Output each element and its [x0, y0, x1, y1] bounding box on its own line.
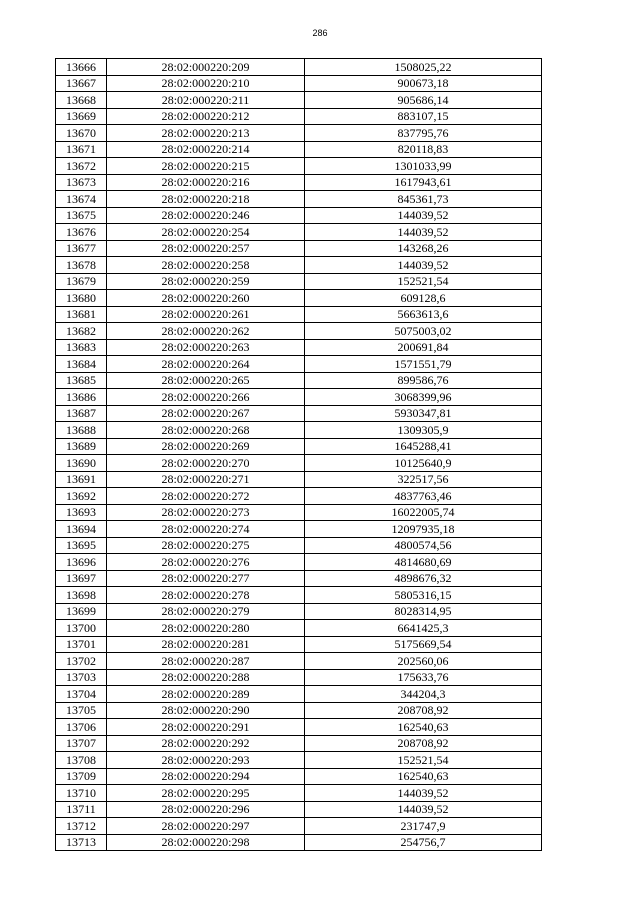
row-number-cell: 13676 — [56, 224, 107, 241]
row-number-cell: 13686 — [56, 389, 107, 406]
table-row — [56, 92, 542, 109]
table-row — [56, 306, 542, 323]
cadastral-value-cell: 5075003,02 — [305, 323, 542, 340]
row-number-cell: 13705 — [56, 702, 107, 719]
table-row — [56, 422, 542, 439]
cadastral-number-cell: 28:02:000220:298 — [107, 834, 305, 851]
cadastral-number-cell: 28:02:000220:262 — [107, 323, 305, 340]
cadastral-number-cell: 28:02:000220:273 — [107, 504, 305, 521]
cadastral-value-cell: 144039,52 — [305, 257, 542, 274]
row-number-cell: 13704 — [56, 686, 107, 703]
cadastral-value-cell: 4800574,56 — [305, 537, 542, 554]
cadastral-number-cell: 28:02:000220:269 — [107, 438, 305, 455]
cadastral-value-cell: 899586,76 — [305, 372, 542, 389]
table-row — [56, 59, 542, 76]
row-number-cell: 13694 — [56, 521, 107, 538]
cadastral-value-cell: 905686,14 — [305, 92, 542, 109]
row-number-cell: 13668 — [56, 92, 107, 109]
table-row — [56, 158, 542, 175]
cadastral-number-cell: 28:02:000220:292 — [107, 735, 305, 752]
cadastral-value-cell: 254756,7 — [305, 834, 542, 851]
cadastral-number-cell: 28:02:000220:213 — [107, 125, 305, 142]
table-row — [56, 554, 542, 571]
cadastral-number-cell: 28:02:000220:267 — [107, 405, 305, 422]
row-number-cell: 13670 — [56, 125, 107, 142]
cadastral-number-cell: 28:02:000220:268 — [107, 422, 305, 439]
cadastral-value-cell: 837795,76 — [305, 125, 542, 142]
table-body — [56, 59, 542, 851]
cadastral-number-cell: 28:02:000220:281 — [107, 636, 305, 653]
row-number-cell: 13683 — [56, 339, 107, 356]
row-number-cell: 13706 — [56, 719, 107, 736]
row-number-cell: 13707 — [56, 735, 107, 752]
cadastral-value-cell: 1571551,79 — [305, 356, 542, 373]
table-row — [56, 537, 542, 554]
row-number-cell: 13710 — [56, 785, 107, 802]
table-row — [56, 323, 542, 340]
table-row — [56, 207, 542, 224]
cadastral-value-cell: 1617943,61 — [305, 174, 542, 191]
table-row — [56, 719, 542, 736]
table-row — [56, 488, 542, 505]
cadastral-number-cell: 28:02:000220:254 — [107, 224, 305, 241]
row-number-cell: 13671 — [56, 141, 107, 158]
row-number-cell: 13666 — [56, 59, 107, 76]
row-number-cell: 13667 — [56, 75, 107, 92]
table-row — [56, 108, 542, 125]
table-row — [56, 521, 542, 538]
cadastral-value-cell: 322517,56 — [305, 471, 542, 488]
cadastral-number-cell: 28:02:000220:264 — [107, 356, 305, 373]
table-row — [56, 141, 542, 158]
cadastral-value-cell: 8028314,95 — [305, 603, 542, 620]
table-row — [56, 702, 542, 719]
cadastral-number-cell: 28:02:000220:278 — [107, 587, 305, 604]
cadastral-value-cell: 10125640,9 — [305, 455, 542, 472]
cadastral-number-cell: 28:02:000220:279 — [107, 603, 305, 620]
cadastral-number-cell: 28:02:000220:271 — [107, 471, 305, 488]
cadastral-value-cell: 609128,6 — [305, 290, 542, 307]
row-number-cell: 13690 — [56, 455, 107, 472]
table-row — [56, 405, 542, 422]
row-number-cell: 13684 — [56, 356, 107, 373]
table-row — [56, 455, 542, 472]
row-number-cell: 13699 — [56, 603, 107, 620]
table-row — [56, 818, 542, 835]
row-number-cell: 13702 — [56, 653, 107, 670]
cadastral-value-table — [55, 58, 542, 851]
table-row — [56, 768, 542, 785]
table-row — [56, 389, 542, 406]
table-row — [56, 125, 542, 142]
row-number-cell: 13691 — [56, 471, 107, 488]
table-row — [56, 653, 542, 670]
cadastral-value-cell: 175633,76 — [305, 669, 542, 686]
cadastral-number-cell: 28:02:000220:215 — [107, 158, 305, 175]
row-number-cell: 13703 — [56, 669, 107, 686]
cadastral-number-cell: 28:02:000220:277 — [107, 570, 305, 587]
cadastral-number-cell: 28:02:000220:280 — [107, 620, 305, 637]
table-row — [56, 240, 542, 257]
row-number-cell: 13711 — [56, 801, 107, 818]
cadastral-value-cell: 208708,92 — [305, 702, 542, 719]
table-row — [56, 752, 542, 769]
row-number-cell: 13688 — [56, 422, 107, 439]
cadastral-number-cell: 28:02:000220:297 — [107, 818, 305, 835]
table-row — [56, 834, 542, 851]
table-row — [56, 785, 542, 802]
row-number-cell: 13675 — [56, 207, 107, 224]
cadastral-value-cell: 144039,52 — [305, 801, 542, 818]
table-row — [56, 504, 542, 521]
table-row — [56, 290, 542, 307]
row-number-cell: 13698 — [56, 587, 107, 604]
cadastral-number-cell: 28:02:000220:291 — [107, 719, 305, 736]
cadastral-value-cell: 144039,52 — [305, 224, 542, 241]
table-row — [56, 356, 542, 373]
cadastral-number-cell: 28:02:000220:263 — [107, 339, 305, 356]
table-row — [56, 686, 542, 703]
cadastral-number-cell: 28:02:000220:218 — [107, 191, 305, 208]
cadastral-value-cell: 12097935,18 — [305, 521, 542, 538]
cadastral-number-cell: 28:02:000220:275 — [107, 537, 305, 554]
table-row — [56, 636, 542, 653]
table-row — [56, 669, 542, 686]
cadastral-value-cell: 144039,52 — [305, 207, 542, 224]
cadastral-value-cell: 820118,83 — [305, 141, 542, 158]
table-row — [56, 471, 542, 488]
row-number-cell: 13696 — [56, 554, 107, 571]
cadastral-value-cell: 6641425,3 — [305, 620, 542, 637]
cadastral-number-cell: 28:02:000220:246 — [107, 207, 305, 224]
cadastral-value-cell: 1508025,22 — [305, 59, 542, 76]
cadastral-number-cell: 28:02:000220:258 — [107, 257, 305, 274]
cadastral-number-cell: 28:02:000220:216 — [107, 174, 305, 191]
table-row — [56, 735, 542, 752]
cadastral-value-cell: 208708,92 — [305, 735, 542, 752]
cadastral-number-cell: 28:02:000220:276 — [107, 554, 305, 571]
cadastral-value-cell: 5175669,54 — [305, 636, 542, 653]
row-number-cell: 13693 — [56, 504, 107, 521]
cadastral-number-cell: 28:02:000220:212 — [107, 108, 305, 125]
table-row — [56, 339, 542, 356]
cadastral-value-cell: 1645288,41 — [305, 438, 542, 455]
cadastral-number-cell: 28:02:000220:211 — [107, 92, 305, 109]
row-number-cell: 13712 — [56, 818, 107, 835]
cadastral-value-cell: 4898676,32 — [305, 570, 542, 587]
cadastral-number-cell: 28:02:000220:266 — [107, 389, 305, 406]
cadastral-number-cell: 28:02:000220:287 — [107, 653, 305, 670]
cadastral-value-cell: 1309305,9 — [305, 422, 542, 439]
cadastral-number-cell: 28:02:000220:261 — [107, 306, 305, 323]
table-row — [56, 75, 542, 92]
cadastral-value-cell: 5805316,15 — [305, 587, 542, 604]
table-row — [56, 224, 542, 241]
cadastral-value-cell: 162540,63 — [305, 768, 542, 785]
row-number-cell: 13677 — [56, 240, 107, 257]
cadastral-value-cell: 16022005,74 — [305, 504, 542, 521]
cadastral-number-cell: 28:02:000220:293 — [107, 752, 305, 769]
row-number-cell: 13669 — [56, 108, 107, 125]
cadastral-value-cell: 200691,84 — [305, 339, 542, 356]
cadastral-number-cell: 28:02:000220:290 — [107, 702, 305, 719]
table-row — [56, 801, 542, 818]
cadastral-value-cell: 144039,52 — [305, 785, 542, 802]
cadastral-number-cell: 28:02:000220:274 — [107, 521, 305, 538]
row-number-cell: 13674 — [56, 191, 107, 208]
table-row — [56, 587, 542, 604]
cadastral-value-cell: 5663613,6 — [305, 306, 542, 323]
cadastral-number-cell: 28:02:000220:210 — [107, 75, 305, 92]
cadastral-number-cell: 28:02:000220:257 — [107, 240, 305, 257]
cadastral-value-cell: 143268,26 — [305, 240, 542, 257]
cadastral-value-cell: 344204,3 — [305, 686, 542, 703]
table-row — [56, 191, 542, 208]
table-row — [56, 372, 542, 389]
cadastral-value-cell: 4837763,46 — [305, 488, 542, 505]
table-row — [56, 273, 542, 290]
row-number-cell: 13685 — [56, 372, 107, 389]
cadastral-number-cell: 28:02:000220:270 — [107, 455, 305, 472]
row-number-cell: 13680 — [56, 290, 107, 307]
table-row — [56, 620, 542, 637]
cadastral-value-cell: 202560,06 — [305, 653, 542, 670]
cadastral-number-cell: 28:02:000220:294 — [107, 768, 305, 785]
cadastral-number-cell: 28:02:000220:260 — [107, 290, 305, 307]
cadastral-value-cell: 162540,63 — [305, 719, 542, 736]
cadastral-number-cell: 28:02:000220:296 — [107, 801, 305, 818]
table-row — [56, 570, 542, 587]
row-number-cell: 13689 — [56, 438, 107, 455]
cadastral-value-cell: 152521,54 — [305, 273, 542, 290]
row-number-cell: 13679 — [56, 273, 107, 290]
cadastral-value-cell: 883107,15 — [305, 108, 542, 125]
row-number-cell: 13713 — [56, 834, 107, 851]
row-number-cell: 13709 — [56, 768, 107, 785]
cadastral-number-cell: 28:02:000220:259 — [107, 273, 305, 290]
row-number-cell: 13700 — [56, 620, 107, 637]
table-row — [56, 174, 542, 191]
row-number-cell: 13697 — [56, 570, 107, 587]
cadastral-value-cell: 5930347,81 — [305, 405, 542, 422]
row-number-cell: 13681 — [56, 306, 107, 323]
cadastral-number-cell: 28:02:000220:272 — [107, 488, 305, 505]
row-number-cell: 13682 — [56, 323, 107, 340]
cadastral-value-cell: 900673,18 — [305, 75, 542, 92]
table-row — [56, 257, 542, 274]
cadastral-number-cell: 28:02:000220:265 — [107, 372, 305, 389]
row-number-cell: 13672 — [56, 158, 107, 175]
cadastral-number-cell: 28:02:000220:214 — [107, 141, 305, 158]
row-number-cell: 13708 — [56, 752, 107, 769]
cadastral-value-cell: 3068399,96 — [305, 389, 542, 406]
cadastral-number-cell: 28:02:000220:295 — [107, 785, 305, 802]
row-number-cell: 13695 — [56, 537, 107, 554]
row-number-cell: 13673 — [56, 174, 107, 191]
cadastral-number-cell: 28:02:000220:289 — [107, 686, 305, 703]
cadastral-number-cell: 28:02:000220:209 — [107, 59, 305, 76]
table-row — [56, 603, 542, 620]
cadastral-value-cell: 1301033,99 — [305, 158, 542, 175]
table-row — [56, 438, 542, 455]
cadastral-value-cell: 845361,73 — [305, 191, 542, 208]
row-number-cell: 13678 — [56, 257, 107, 274]
cadastral-value-cell: 152521,54 — [305, 752, 542, 769]
row-number-cell: 13692 — [56, 488, 107, 505]
cadastral-value-cell: 4814680,69 — [305, 554, 542, 571]
page-number: 286 — [312, 28, 328, 38]
row-number-cell: 13701 — [56, 636, 107, 653]
cadastral-number-cell: 28:02:000220:288 — [107, 669, 305, 686]
row-number-cell: 13687 — [56, 405, 107, 422]
cadastral-value-cell: 231747,9 — [305, 818, 542, 835]
